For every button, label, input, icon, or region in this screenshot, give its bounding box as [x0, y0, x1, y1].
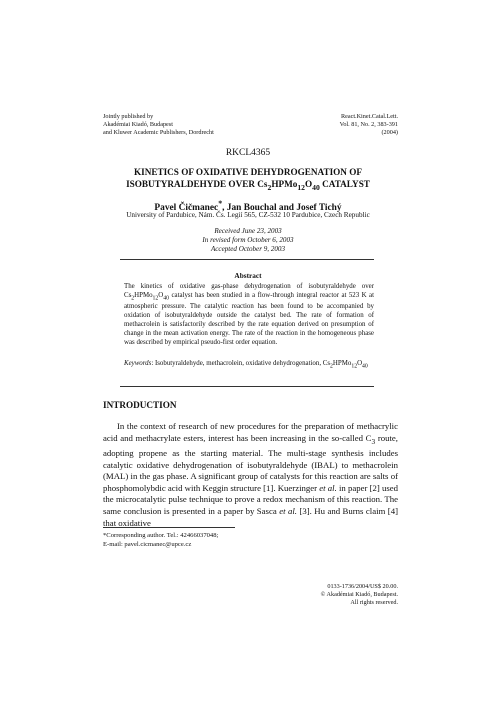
section-heading: INTRODUCTION [103, 400, 177, 410]
author-first: Pavel Čičmanec [154, 203, 219, 214]
copyright-line: © Akadémiai Kiadó, Budapest. [320, 591, 398, 598]
author-rest: , Jan Bouchal and Josef Tichý [222, 203, 342, 214]
introduction-paragraph: In the context of research of new procedures for the preparation of methacrylic acid and methacrylate esters, interest has been increasing in the so-called $C_3$ route, adopting propene as the starting material. The multi-stage synthesis includes catalytic oxidative dehydrogenation of isobutyraldehyde (IBAL) to methacrolein (MAL) in the gas phase. A significant group of catalysts for this reaction are salts of phosphomolybdic acid with Keggin structure [1]. Kuerzinger et al. in paper [2] used the microcatalytic pulse technique to prove a redox mechanism of this reaction. The same conclusion is presented in a paper by Sasca et al. [3]. Hu and Burns claim [4] that oxidative [103, 421, 399, 528]
copyright-line: 0133-1736/2004/US$ 20.00. [327, 583, 398, 590]
publisher-line: Akadémiai Kiadó, Budapest [103, 121, 173, 128]
footnote-email: E-mail: pavel.cicmanec@upce.cz [103, 541, 192, 548]
journal-citation [258, 113, 398, 137]
divider-bottom [120, 386, 374, 387]
journal-line: (2004) [381, 129, 398, 136]
title-line-2: ISOBUTYRALDEHYDE OVER $Cs_2HPMo_{12}O_{40}$ CATALYST [126, 179, 370, 192]
footnote-contact: *Corresponding author. Tel.: 42466037048; [103, 532, 219, 539]
keywords: Keywords: Isobutyraldehyde, methacrolein, oxidative dehydrogenation, $Cs_2HPMo_{12}O_{40}$ [124, 360, 368, 370]
divider-top [120, 259, 374, 260]
abstract-heading: Abstract [234, 271, 262, 280]
copyright-block [238, 583, 398, 607]
submission-dates [0, 227, 496, 254]
publisher-line: Jointly published by [103, 113, 154, 120]
copyright-line: All rights reserved. [350, 599, 398, 606]
title-line-1: KINETICS OF OXIDATIVE DEHYDROGENATION OF [133, 167, 362, 177]
affiliation: University of Pardubice, Nám. Čs. Legií 565, CZ-532 10 Pardubice, Czech Republic [126, 211, 370, 219]
corresponding-mark: * [218, 199, 223, 208]
journal-line: React.Kinet.Catal.Lett. [340, 113, 398, 120]
date-revised: In revised form October 6, 2003 [202, 236, 294, 244]
journal-line: Vol. 81, No. 2, 383-391 [339, 121, 398, 128]
publisher-block [103, 113, 283, 137]
footnote-rule [103, 527, 235, 528]
article-code: RKCL4365 [225, 148, 271, 158]
abstract-body: The kinetics of oxidative gas-phase dehydrogenation of isobutyraldehyde over $Cs_2HPMo_{12}O_{40}$ catalyst has been studied in a flow-through integral reactor at 523 K at atmospheric pressure. The catalytic reaction has been found to be accompanied by oxidation of isobutyraldehyde outside the catalyst bed. The rate of formation of methacrolein is satisfactorily described by the rate equation derived on presumption of change in the mean activation energy. The rate of the reaction in the homogeneous phase was described by empirical pseudo-first order equation. [124, 283, 374, 346]
date-received: Received June 23, 2003 [214, 227, 282, 235]
publisher-line: and Kluwer Academic Publishers, Dordrecht [103, 129, 214, 136]
keywords-label: Keywords [124, 360, 152, 367]
date-accepted: Accepted October 9, 2003 [210, 245, 286, 253]
paper-title [0, 166, 496, 194]
footnote [103, 531, 218, 549]
